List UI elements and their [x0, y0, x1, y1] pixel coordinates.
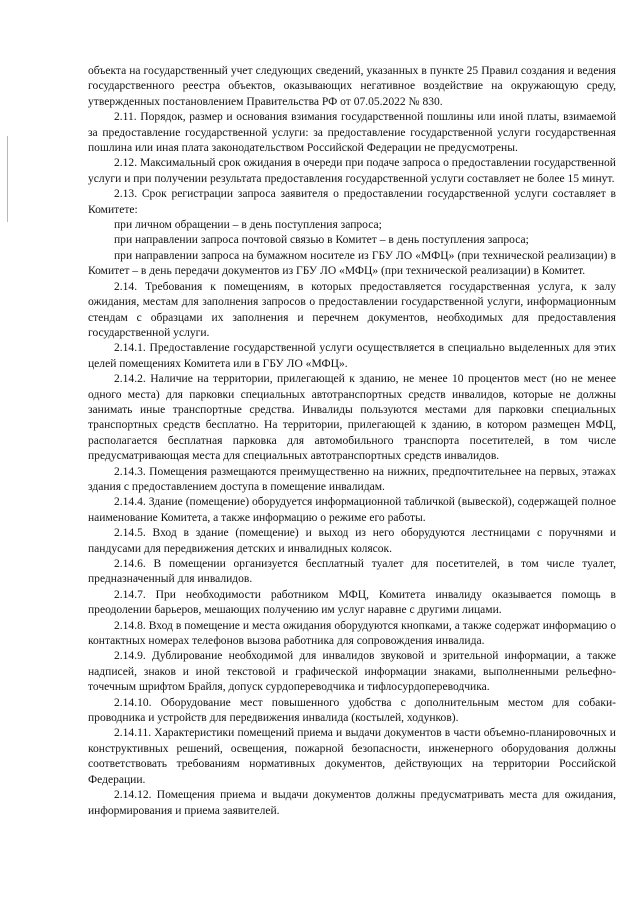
paragraph-2-14-1: 2.14.1. Предоставление государственной услуги осуществляется в специально выделенных для этих целей помещениях Комитета или в ГБУ ЛО «МФЦ».: [88, 342, 616, 370]
paragraph-2-14-10: 2.14.10. Оборудование мест повышенного удобства с дополнительным местом для собаки-проводника и устройств для передвижения инвалида (костылей, ходунков).: [88, 696, 616, 725]
paragraph-continuation: объекта на государственный учет следующих сведений, указанных в пункте 25 Правил создания и ведения государственного реестра объектов, оказывающих негативное воздействие на окружающую среду, утвержденных постановлением Правительства РФ от 07.05.2022 № 830.: [88, 65, 616, 108]
paragraph-2-14-3: 2.14.3. Помещения размещаются преимущественно на нижних, предпочтительнее на первых, этажах здания с предоставлением доступа в помещение инвалидам.: [88, 465, 616, 493]
paragraph-2-14-12: 2.14.12. Помещения приема и выдачи документов должны предусматривать места для ожидания, информирования и приема заявителей.: [88, 789, 616, 817]
paragraph-2-13-personal: при личном обращении – в день поступления запроса;: [114, 219, 382, 232]
paragraph-2-14-7: 2.14.7. При необходимости работником МФЦ, Комитета инвалиду оказывается помощь в преодолении барьеров, мешающих получению им услуг наравне с другими лицами.: [88, 588, 616, 617]
paragraph-2-13-paper: при направлении запроса на бумажном носителе из ГБУ ЛО «МФЦ» (при технической реализации) в Комитет – в день передачи документов из ГБУ ЛО «МФЦ» (при технической реализации) в Комитет.: [88, 249, 616, 278]
paragraph-2-14-4: 2.14.4. Здание (помещение) оборудуется информационной табличкой (вывеской), содержащей полное наименование Комитета, а также информацию о режиме его работы.: [88, 496, 616, 524]
paragraph-2-13-mail: при направлении запроса почтовой связью в Комитет – в день поступления запроса;: [114, 234, 529, 247]
paragraph-2-14-9: 2.14.9. Дублирование необходимой для инвалидов звуковой и зрительной информации, а также надписей, знаков и иной текстовой и графической информации знаками, выполненными рельефно-точечным шрифтом Брайля, допуск сурдопереводчика и тифлосурдопереводчика.: [88, 650, 616, 694]
paragraph-2-14-6: 2.14.6. В помещении организуется бесплатный туалет для посетителей, в том числе туалет, предназначенный для инвалидов.: [88, 558, 616, 586]
paragraph-2-14-5: 2.14.5. Вход в здание (помещение) и выход из него оборудуются лестницами с поручнями и пандусами для передвижения детских и инвалидных колясок.: [88, 527, 616, 555]
scan-edge-mark: [7, 136, 8, 222]
paragraph-2-11: 2.11. Порядок, размер и основания взимания государственной пошлины или иной платы, взимаемой за предоставление государственной услуги: за предоставление государственной услуги государственная пошлина или иная плата законодательством Российской Федерации не предусмотрены.: [88, 111, 616, 155]
paragraph-2-14-8: 2.14.8. Вход в помещение и места ожидания оборудуются кнопками, а также содержат информацию о контактных номерах телефонов вызова работника для сопровождения инвалида.: [88, 619, 616, 648]
paragraph-2-12: 2.12. Максимальный срок ожидания в очереди при подаче запроса о предоставлении государственной услуги и при получении результата предоставления государственной услуги составляет не более 15 минут.: [88, 157, 616, 185]
paragraph-2-13: 2.13. Срок регистрации запроса заявителя о предоставлении государственной услуги составляет в Комитете:: [88, 188, 616, 216]
paragraph-2-14-2: 2.14.2. Наличие на территории, прилегающей к зданию, не менее 10 процентов мест (но не менее одного места) для парковки специальных автотранспортных средств инвалидов, которые не должны занимать иные транспортные средства. Инвалиды пользуются местами для парковки специальных транспортных средств бесплатно. На территории, прилегающей к зданию, в котором размещен МФЦ, располагается бесплатная парковка для автомобильного транспорта посетителей, в том числе предусматривающая места для специальных автотранспортных средств инвалидов.: [88, 373, 616, 463]
paragraph-2-14-11: 2.14.11. Характеристики помещений приема и выдачи документов в части объемно-планировочных и конструктивных решений, освещения, пожарной безопасности, инженерного оборудования должны соответствовать требованиям нормативных документов, действующих на территории Российской Федерации.: [88, 727, 616, 786]
paragraph-2-14: 2.14. Требования к помещениям, в которых предоставляется государственная услуга, к залу ожидания, местам для заполнения запросов о предоставлении государственной услуги, информационным стендам с образцами их заполнения и перечнем документов, необходимых для предоставления государственной услуги.: [88, 280, 616, 339]
document-page: [88, 64, 616, 819]
